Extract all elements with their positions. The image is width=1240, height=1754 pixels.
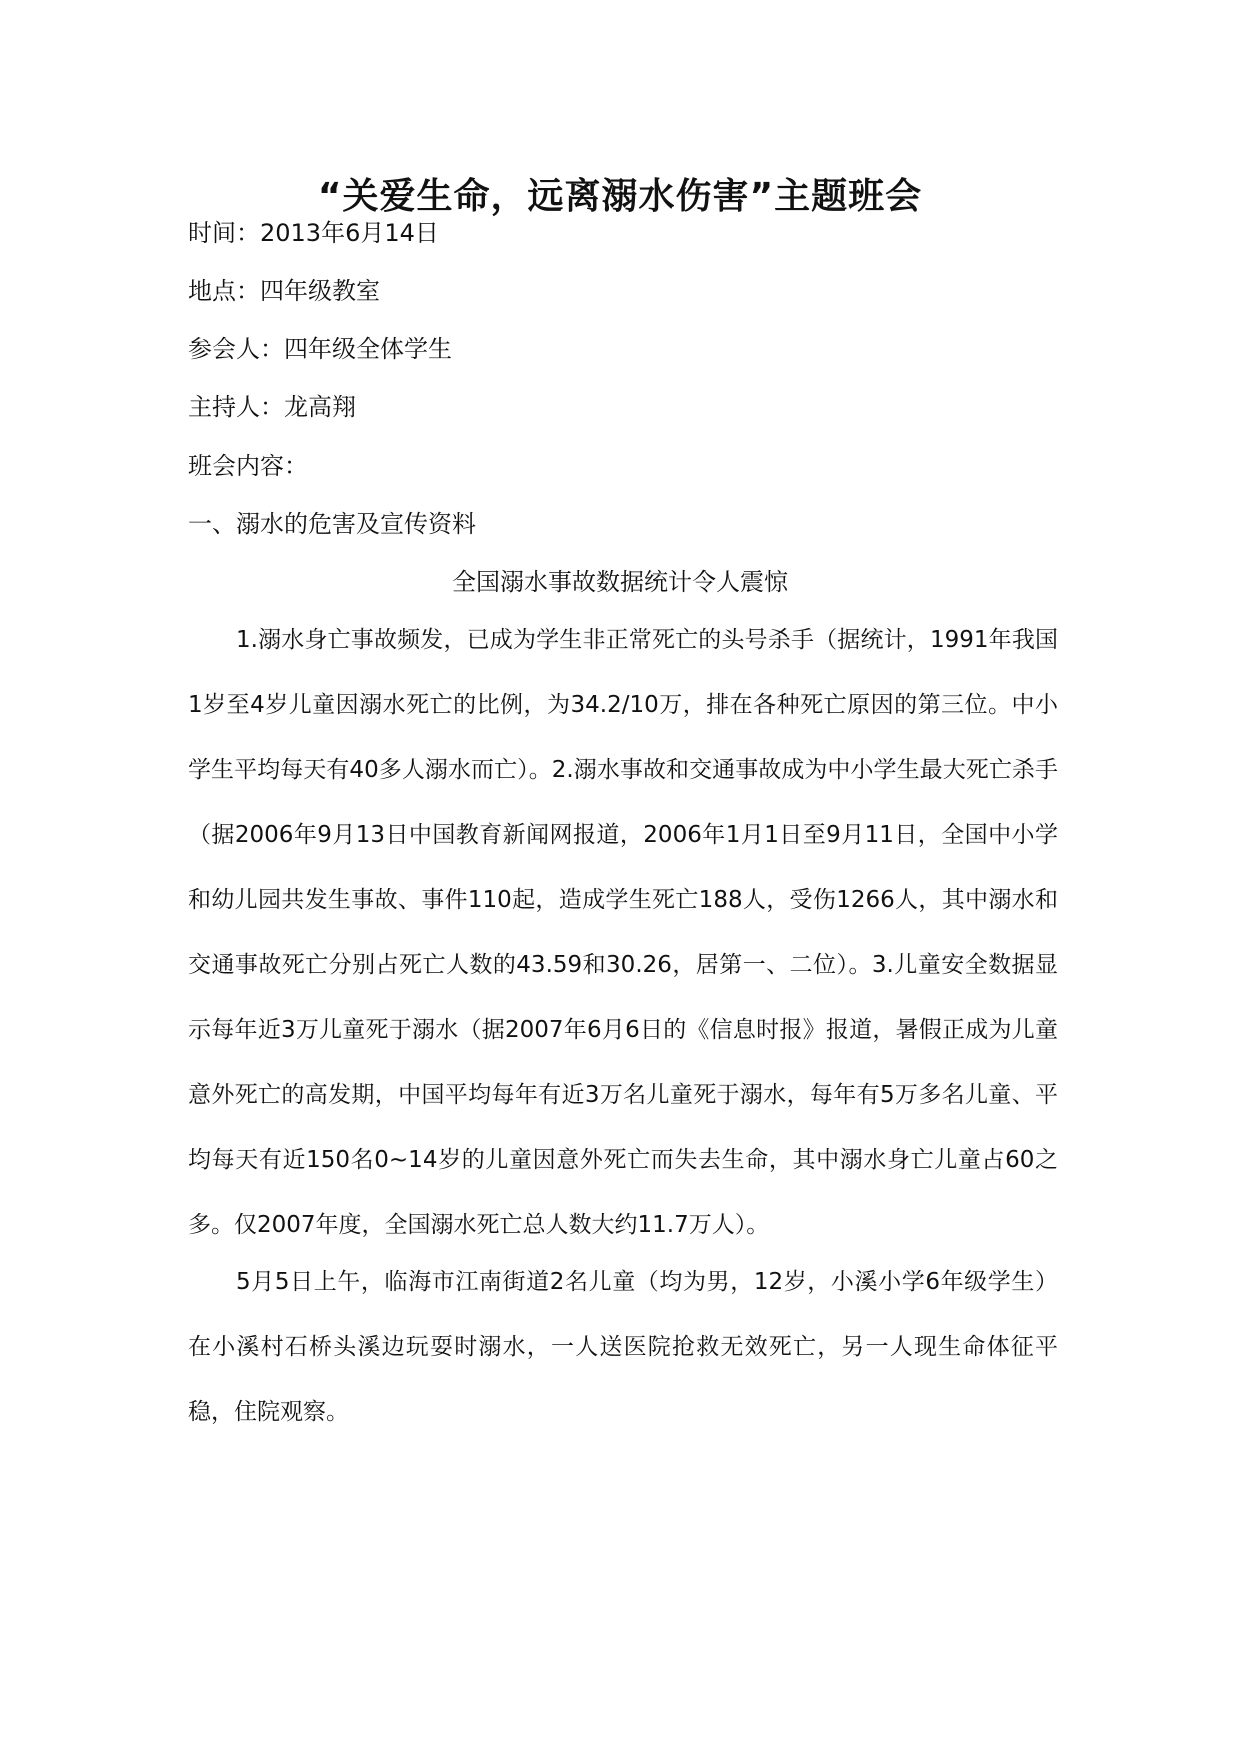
statistics-paragraph: 1.溺水身亡事故频发，已成为学生非正常死亡的头号杀手（据统计，1991年我国1岁至4岁儿童因溺水死亡的比例，为34.2/10万，排在各种死亡原因的第三位。中小学生平均每天有40多人溺水而亡）。2.溺水事故和交通事故成为中小学生最大死亡杀手（据2006年9月13日中国教育新闻网报道，2006年1月1日至9月11日，全国中小学和幼儿园共发生事故、事件110起，造成学生死亡188人，受伤1266人，其中溺水和交通事故死亡分别占死亡人数的43.59和30.26，居第一、二位）。3.儿童安全数据显示每年近3万儿童死于溺水（据2007年6月6日的《信息时报》报道，暑假正成为儿童意外死亡的高发期，中国平均每年有近3万名儿童死于溺水，每年有5万多名儿童、平均每天有近150名0~14岁的儿童因意外死亡而失去生命，其中溺水身亡儿童占60之多。仅2007年度，全国溺水死亡总人数大约11.7万人）。	[188, 627, 1058, 1238]
meeting-participants: 参会人：四年级全体学生	[188, 335, 452, 363]
section-heading: 一、溺水的危害及宣传资料	[188, 510, 476, 538]
meeting-content-label: 班会内容：	[188, 452, 308, 480]
incident-paragraph: 5月5日上午，临海市江南街道2名儿童（均为男，12岁，小溪小学6年级学生）在小溪村石桥头溪边玩耍时溺水，一人送医院抢救无效死亡，另一人现生命体征平稳，住院观察。	[188, 1269, 1058, 1425]
meeting-place: 地点：四年级教室	[188, 277, 380, 305]
meeting-time: 时间：2013年6月14日	[188, 219, 439, 247]
meeting-host: 主持人：龙高翔	[188, 393, 356, 421]
section-subheading: 全国溺水事故数据统计令人震惊	[452, 568, 788, 596]
page-title: “关爱生命，远离溺水伤害”主题班会	[317, 176, 923, 217]
